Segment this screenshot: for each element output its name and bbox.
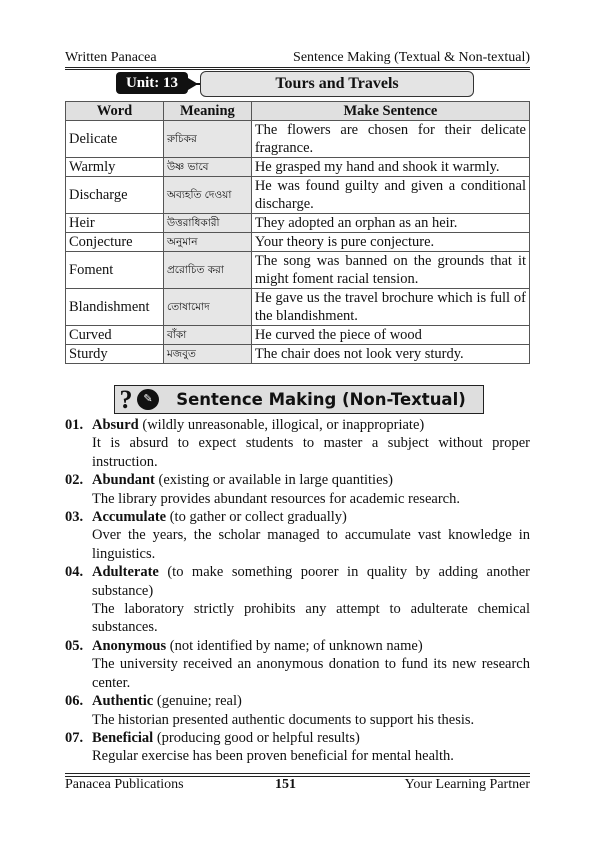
item-word: Anonymous bbox=[92, 637, 167, 654]
item-definition: (existing or available in large quantities) bbox=[154, 472, 393, 489]
sentence-cell: Your theory is pure conjecture. bbox=[251, 233, 529, 252]
table-row bbox=[66, 289, 530, 326]
item-sentence: The laboratory strictly prohibits any attempt to adulterate chemical substances. bbox=[92, 601, 530, 636]
item-sentence: Regular exercise has been proven beneficial for mental health. bbox=[92, 748, 454, 765]
column-header-meaning: Meaning bbox=[163, 102, 251, 121]
section-banner bbox=[114, 385, 484, 414]
item-number: 02. bbox=[65, 472, 84, 489]
unit-title: Tours and Travels bbox=[200, 71, 474, 97]
item-definition: (producing good or helpful results) bbox=[153, 729, 360, 746]
item-definition: (wildly unreasonable, illogical, or inappropriate) bbox=[138, 417, 425, 433]
table-row bbox=[66, 158, 530, 177]
unit-label: Unit: 13 bbox=[116, 72, 188, 94]
item-definition: (to make something poorer in quality by adding another substance) bbox=[92, 564, 530, 599]
meaning-cell: বাঁকা bbox=[163, 326, 251, 345]
word-cell: Delicate bbox=[66, 121, 164, 158]
table-header-row bbox=[66, 102, 530, 121]
item-sentence: Over the years, the scholar managed to accumulate vast knowledge in linguistics. bbox=[92, 527, 530, 562]
table-row bbox=[66, 326, 530, 345]
table-row bbox=[66, 345, 530, 364]
item-definition: (not identified by name; of unknown name) bbox=[166, 637, 423, 654]
pen-icon: ✎ bbox=[137, 389, 159, 410]
list-item bbox=[65, 471, 530, 508]
meaning-cell: উষ্ণ ভাবে bbox=[163, 158, 251, 177]
word-cell: Blandishment bbox=[66, 289, 164, 326]
list-item bbox=[65, 637, 530, 692]
item-definition: (genuine; real) bbox=[153, 693, 242, 710]
arrow-right-icon bbox=[188, 78, 198, 90]
sentence-cell: They adopted an orphan as an heir. bbox=[251, 214, 529, 233]
list-item bbox=[65, 563, 530, 637]
sentence-cell: The song was banned on the grounds that it might foment racial tension. bbox=[251, 252, 529, 289]
item-number: 06. bbox=[65, 693, 84, 710]
page-footer bbox=[65, 776, 530, 794]
word-cell: Foment bbox=[66, 252, 164, 289]
meaning-cell: অব্যহতি দেওয়া bbox=[163, 177, 251, 214]
meaning-cell: তোষামোদ bbox=[163, 289, 251, 326]
item-sentence: The historian presented authentic documents to support his thesis. bbox=[92, 711, 475, 728]
sentence-cell: He curved the piece of wood bbox=[251, 326, 529, 345]
item-word: Beneficial bbox=[92, 729, 154, 746]
footer-rule bbox=[65, 773, 530, 774]
word-cell: Conjecture bbox=[66, 233, 164, 252]
word-cell: Warmly bbox=[66, 158, 164, 177]
footer-publisher: Panacea Publications bbox=[65, 777, 184, 792]
sentence-cell: The chair does not look very sturdy. bbox=[251, 345, 529, 364]
question-mark-icon: ? bbox=[119, 385, 133, 414]
item-sentence: The university received an anonymous donation to fund its new research center. bbox=[92, 656, 530, 691]
table-row bbox=[66, 233, 530, 252]
word-cell: Sturdy bbox=[66, 345, 164, 364]
meaning-cell: উত্তরাধিকারী bbox=[163, 214, 251, 233]
page-number: 151 bbox=[275, 777, 296, 792]
item-definition: (to gather or collect gradually) bbox=[166, 509, 347, 526]
column-header-word: Word bbox=[66, 102, 164, 121]
item-number: 04. bbox=[65, 564, 84, 581]
item-word: Absurd bbox=[92, 417, 139, 433]
item-number: 05. bbox=[65, 637, 84, 654]
list-item bbox=[65, 508, 530, 563]
item-number: 03. bbox=[65, 509, 84, 526]
sentence-cell: He was found guilty and given a conditional discharge. bbox=[251, 177, 529, 214]
table-row bbox=[66, 177, 530, 214]
meaning-cell: রুচিকর bbox=[163, 121, 251, 158]
word-cell: Heir bbox=[66, 214, 164, 233]
table-row bbox=[66, 252, 530, 289]
word-cell: Curved bbox=[66, 326, 164, 345]
sentence-cell: He gave us the travel brochure which is full of the blandishment. bbox=[251, 289, 529, 326]
word-cell: Discharge bbox=[66, 177, 164, 214]
meaning-cell: অনুমান bbox=[163, 233, 251, 252]
item-sentence: The library provides abundant resources for academic research. bbox=[92, 490, 460, 507]
item-sentence: It is absurd to expect students to master a subject without proper instruction. bbox=[92, 435, 530, 470]
header-book-title: Written Panacea bbox=[65, 50, 157, 65]
unit-banner bbox=[116, 71, 476, 97]
item-word: Accumulate bbox=[92, 509, 167, 526]
item-number: 01. bbox=[65, 417, 84, 433]
list-item bbox=[65, 416, 530, 471]
section-title: Sentence Making (Non-Textual) bbox=[176, 390, 466, 409]
word-list bbox=[65, 416, 530, 766]
item-number: 07. bbox=[65, 729, 84, 746]
header-rule bbox=[65, 69, 530, 70]
item-word: Adulterate bbox=[92, 564, 159, 581]
item-word: Abundant bbox=[92, 472, 155, 489]
meaning-cell: প্ররোচিত করা bbox=[163, 252, 251, 289]
item-word: Authentic bbox=[92, 693, 154, 710]
footer-tagline: Your Learning Partner bbox=[404, 777, 530, 792]
list-item bbox=[65, 729, 530, 766]
table-row bbox=[66, 214, 530, 233]
vocabulary-table bbox=[65, 101, 530, 364]
page-header bbox=[65, 49, 530, 68]
list-item bbox=[65, 692, 530, 729]
sentence-cell: The flowers are chosen for their delicate fragrance. bbox=[251, 121, 529, 158]
table-row bbox=[66, 121, 530, 158]
header-chapter-title: Sentence Making (Textual & Non-textual) bbox=[293, 50, 530, 65]
meaning-cell: মজবুত bbox=[163, 345, 251, 364]
sentence-cell: He grasped my hand and shook it warmly. bbox=[251, 158, 529, 177]
column-header-sentence: Make Sentence bbox=[251, 102, 529, 121]
